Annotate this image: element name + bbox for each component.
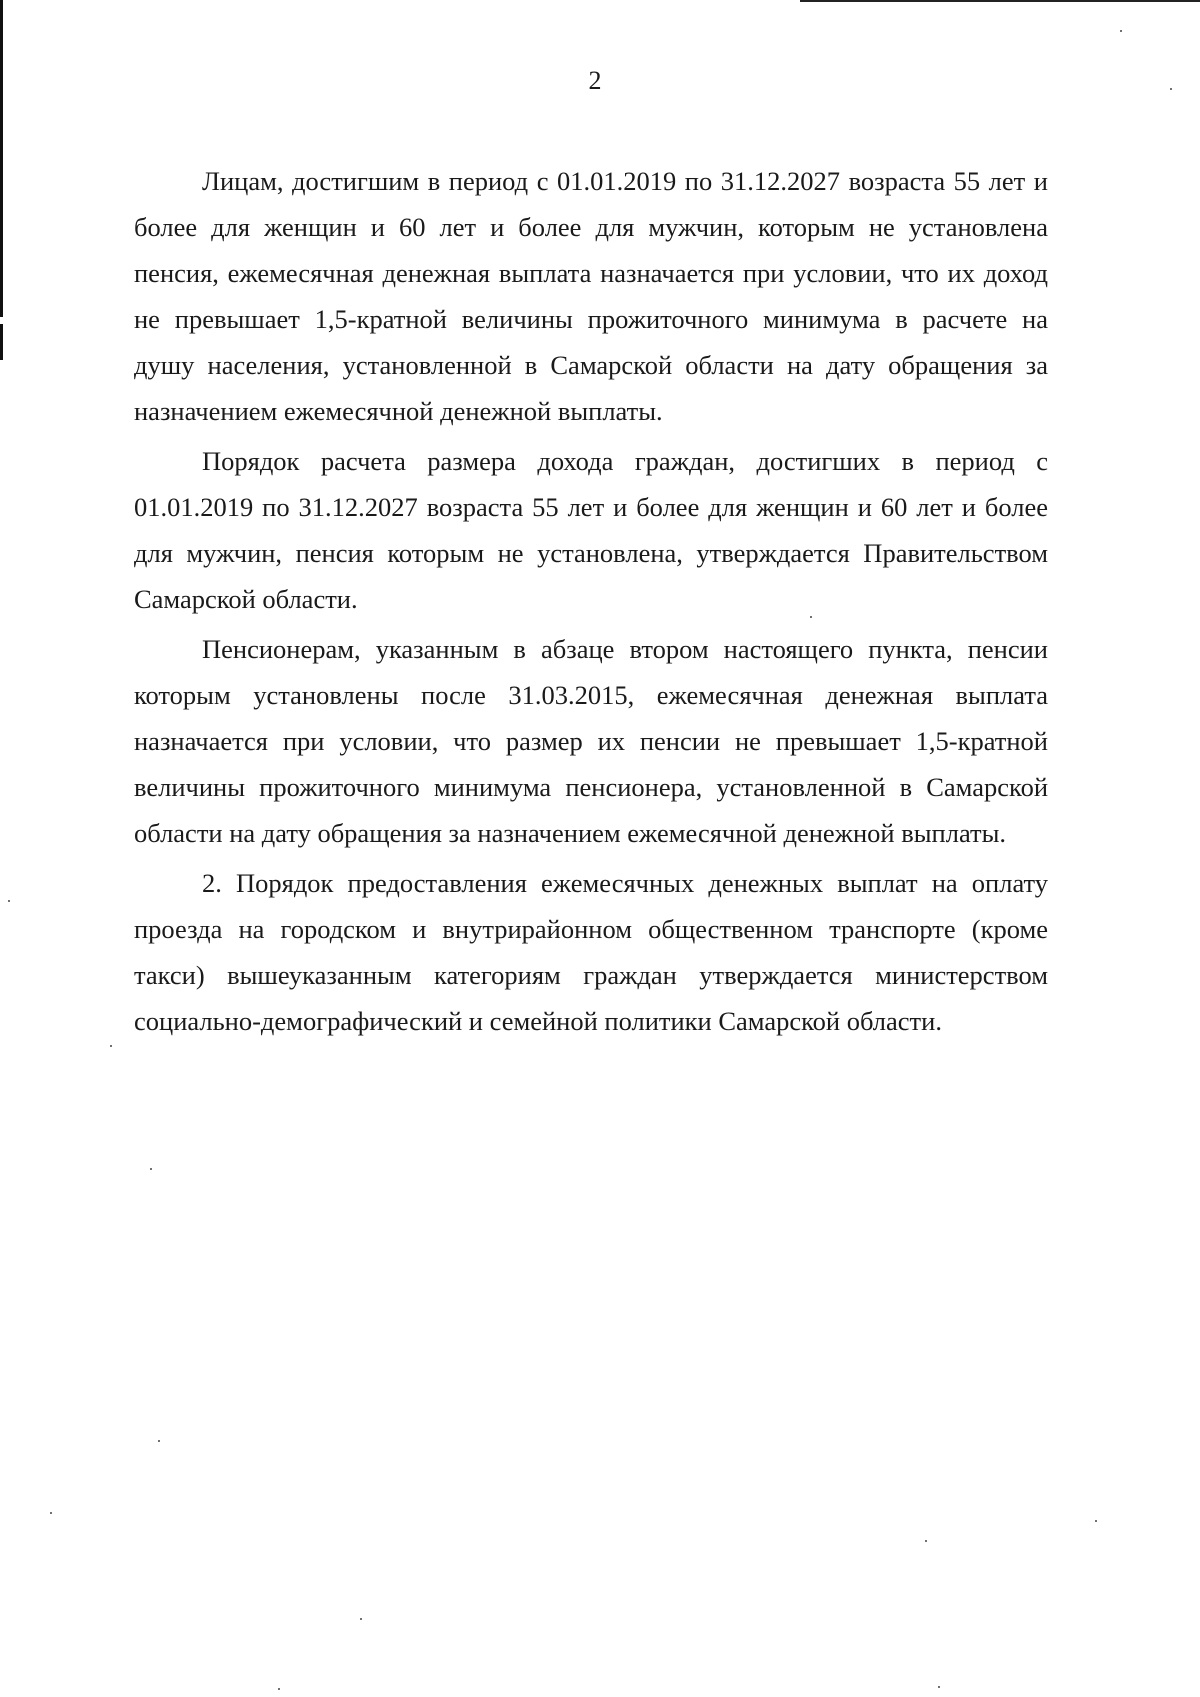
paragraph-income-condition: Лицам, достигшим в период с 01.01.2019 по 31.12.2027 возраста 55 лет и более для женщин и 60 лет и более для мужчин, которым не установлена пенсия, ежемесячная денежная выплата назначается при условии, что их доход не превышает 1,5-кратной величины прожиточного минимума в расчете на душу населения, установленной в Самарской области на дату обращения за назначением ежемесячной денежной выплаты. [134,166,1048,426]
paragraph-transport-payments: 2. Порядок предоставления ежемесячных денежных выплат на оплату проезда на городском и внутрирайонном общественном транспорте (кроме такси) вышеуказанным категориям граждан утверждается министерством социально-демографический и семейной политики Самарской области. [134,868,1048,1036]
scan-speck [925,1540,927,1542]
page-number: 2 [588,66,602,95]
scan-speck [150,1168,152,1170]
scan-speck [8,900,10,902]
scan-speck [1120,30,1122,32]
scan-speck [50,1512,52,1514]
paragraph-pensioners: Пенсионерам, указанным в абзаце втором настоящего пункта, пенсии которым установлены после 31.03.2015, ежемесячная денежная выплата назначается при условии, что размер их пенсии не превышает 1,5-кратной величины прожиточного минимума пенсионера, установленной в Самарской области на дату обращения за назначением ежемесячной денежной выплаты. [134,634,1048,848]
scan-speck [110,1045,112,1047]
scan-speck [1095,1520,1097,1522]
scan-speck [938,1686,940,1688]
scan-speck [360,1618,362,1620]
scan-speck [278,1688,280,1690]
document-body [134,158,1048,1048]
scan-speck [158,1440,160,1442]
paragraph-income-calculation: Порядок расчета размера дохода граждан, достигших в период с 01.01.2019 по 31.12.2027 возраста 55 лет и более для женщин и 60 лет и более для мужчин, пенсия которым не установлена, утверждается Правительством Самарской области. [134,446,1048,614]
scan-top-edge [800,0,1200,2]
scan-left-edge [0,0,3,360]
